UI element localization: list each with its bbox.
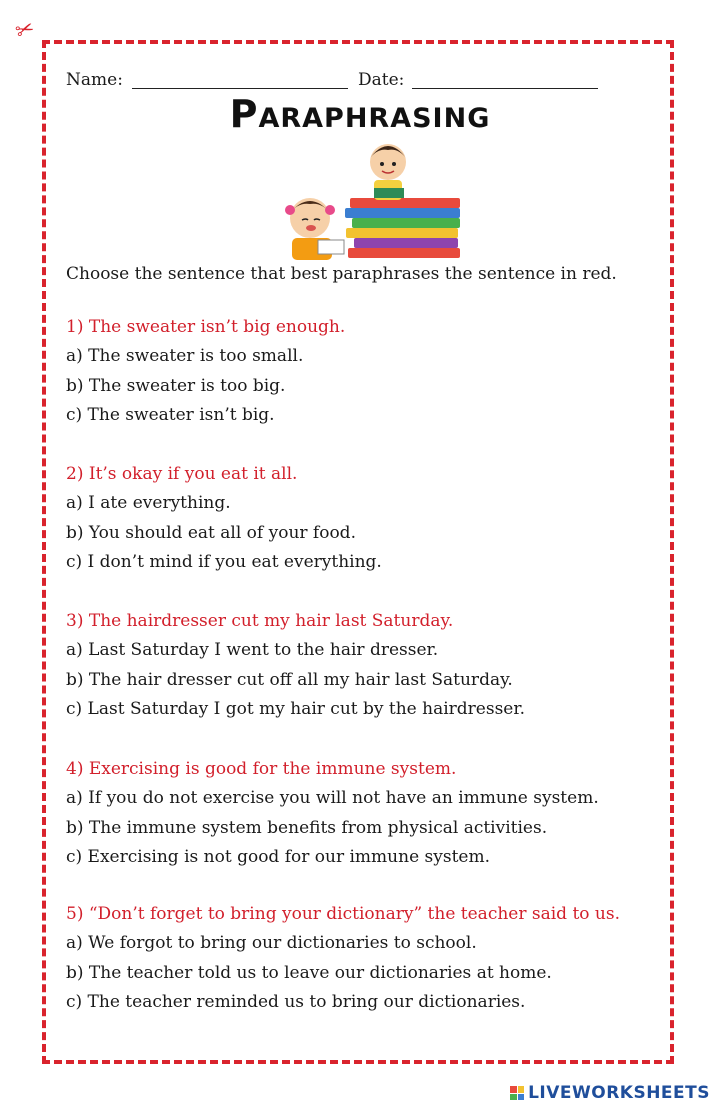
liveworksheets-footer[interactable]	[510, 1082, 710, 1104]
liveworksheets-logo-icon	[510, 1086, 524, 1100]
scissors-icon: ✂	[12, 15, 39, 46]
question-stem: 3) The hairdresser cut my hair last Saturday.	[66, 611, 454, 631]
question-5	[66, 900, 666, 1018]
answer-option-b[interactable]: b) The sweater is too big.	[66, 375, 286, 396]
answer-option-c[interactable]: c) The teacher reminded us to bring our dictionaries.	[66, 992, 526, 1012]
answer-option-a[interactable]: a) Last Saturday I went to the hair dresser.	[66, 640, 439, 660]
name-field-line[interactable]	[132, 88, 348, 89]
date-label: Date:	[358, 70, 405, 90]
question-stem: 5) “Don’t forget to bring your dictionary” the teacher said to us.	[66, 904, 621, 924]
question-stem: 1) The sweater isn’t big enough.	[66, 317, 346, 337]
answer-option-b[interactable]: b) The hair dresser cut off all my hair last Saturday.	[66, 669, 513, 690]
page-title: Paraphrasing	[229, 92, 491, 136]
question-2	[66, 460, 666, 578]
question-stem: 2) It’s okay if you eat it all.	[66, 464, 298, 484]
answer-option-a[interactable]: a) If you do not exercise you will not have an immune system.	[66, 788, 599, 808]
answer-option-c[interactable]: c) I don’t mind if you eat everything.	[66, 552, 382, 572]
answer-option-a[interactable]: a) The sweater is too small.	[66, 346, 304, 366]
question-stem: 4) Exercising is good for the immune system.	[66, 759, 457, 779]
question-3	[66, 607, 666, 725]
answer-option-c[interactable]: c) Exercising is not good for our immune system.	[66, 847, 490, 867]
instructions-text: Choose the sentence that best paraphrases the sentence in red.	[66, 264, 617, 284]
question-1	[66, 313, 666, 431]
answer-option-b[interactable]: b) The immune system benefits from physical activities.	[66, 817, 548, 838]
answer-option-c[interactable]: c) Last Saturday I got my hair cut by the hairdresser.	[66, 699, 526, 719]
brand-name: LIVEWORKSHEETS	[528, 1083, 710, 1103]
answer-option-a[interactable]: a) I ate everything.	[66, 493, 231, 513]
answer-option-c[interactable]: c) The sweater isn’t big.	[66, 405, 275, 425]
children-reading-illustration	[270, 140, 470, 265]
question-4	[66, 755, 666, 873]
name-label: Name:	[66, 70, 123, 90]
answer-option-b[interactable]: b) You should eat all of your food.	[66, 522, 356, 543]
date-field-line[interactable]	[412, 88, 598, 89]
answer-option-b[interactable]: b) The teacher told us to leave our dictionaries at home.	[66, 962, 552, 983]
answer-option-a[interactable]: a) We forgot to bring our dictionaries to school.	[66, 933, 477, 953]
